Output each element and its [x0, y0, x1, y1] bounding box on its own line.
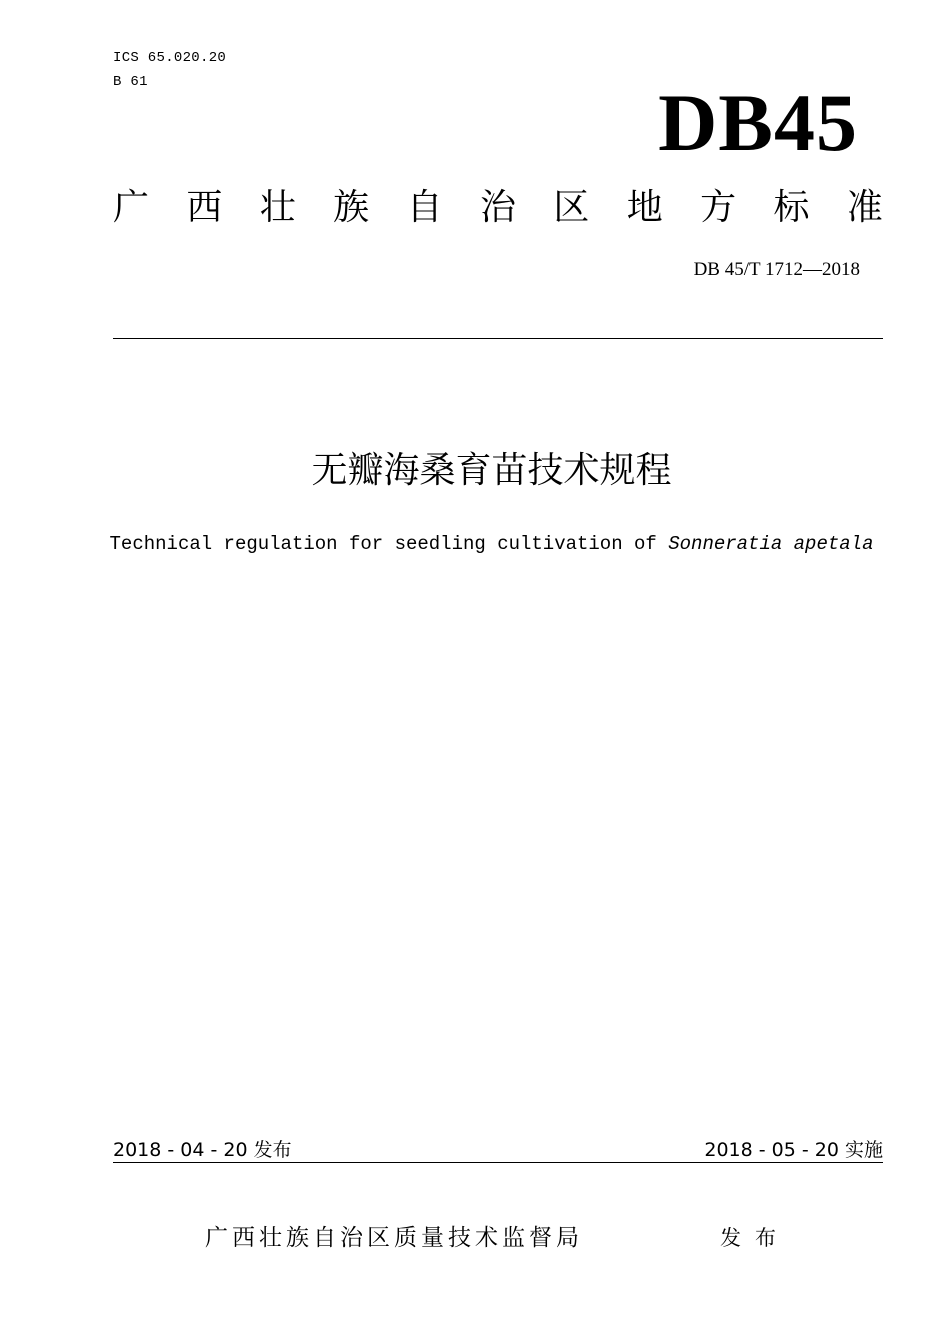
standard-type-char: 广 — [113, 187, 150, 228]
standard-type-char: 标 — [773, 187, 810, 228]
standard-type-char: 区 — [553, 187, 590, 228]
standard-type-char: 准 — [846, 187, 883, 228]
ics-code: ICS 65.020.20 — [113, 50, 227, 66]
standard-type-char: 西 — [186, 187, 223, 228]
standard-type-char: 族 — [333, 187, 370, 228]
standard-type-char: 自 — [406, 187, 443, 228]
standard-type-char: 壮 — [259, 187, 296, 228]
standard-number: DB 45/T 1712—2018 — [693, 259, 860, 280]
standard-type-char: 治 — [479, 187, 516, 228]
ccs-code: B 61 — [113, 74, 148, 90]
english-title-latin-name: Sonneratia apetala — [668, 533, 874, 555]
standard-type-char: 地 — [626, 187, 663, 228]
header-divider — [113, 338, 883, 339]
standard-type-char: 方 — [700, 187, 737, 228]
db45-logo: DB45 — [658, 77, 858, 168]
release-date: 2018 - 04 - 20 发布 — [113, 1139, 292, 1161]
document-title-chinese: 无瓣海桑育苗技术规程 — [311, 450, 672, 491]
dates-row — [113, 1138, 883, 1162]
issue-label: 发布 — [720, 1226, 790, 1250]
document-title-english — [0, 532, 950, 556]
issuing-authority: 广西壮族自治区质量技术监督局 — [205, 1225, 583, 1251]
implementation-date: 2018 - 05 - 20 实施 — [704, 1139, 883, 1161]
standard-type-heading — [113, 186, 883, 230]
english-title-text: Technical regulation for seedling cultivation of — [109, 533, 669, 555]
footer-divider — [113, 1162, 883, 1163]
